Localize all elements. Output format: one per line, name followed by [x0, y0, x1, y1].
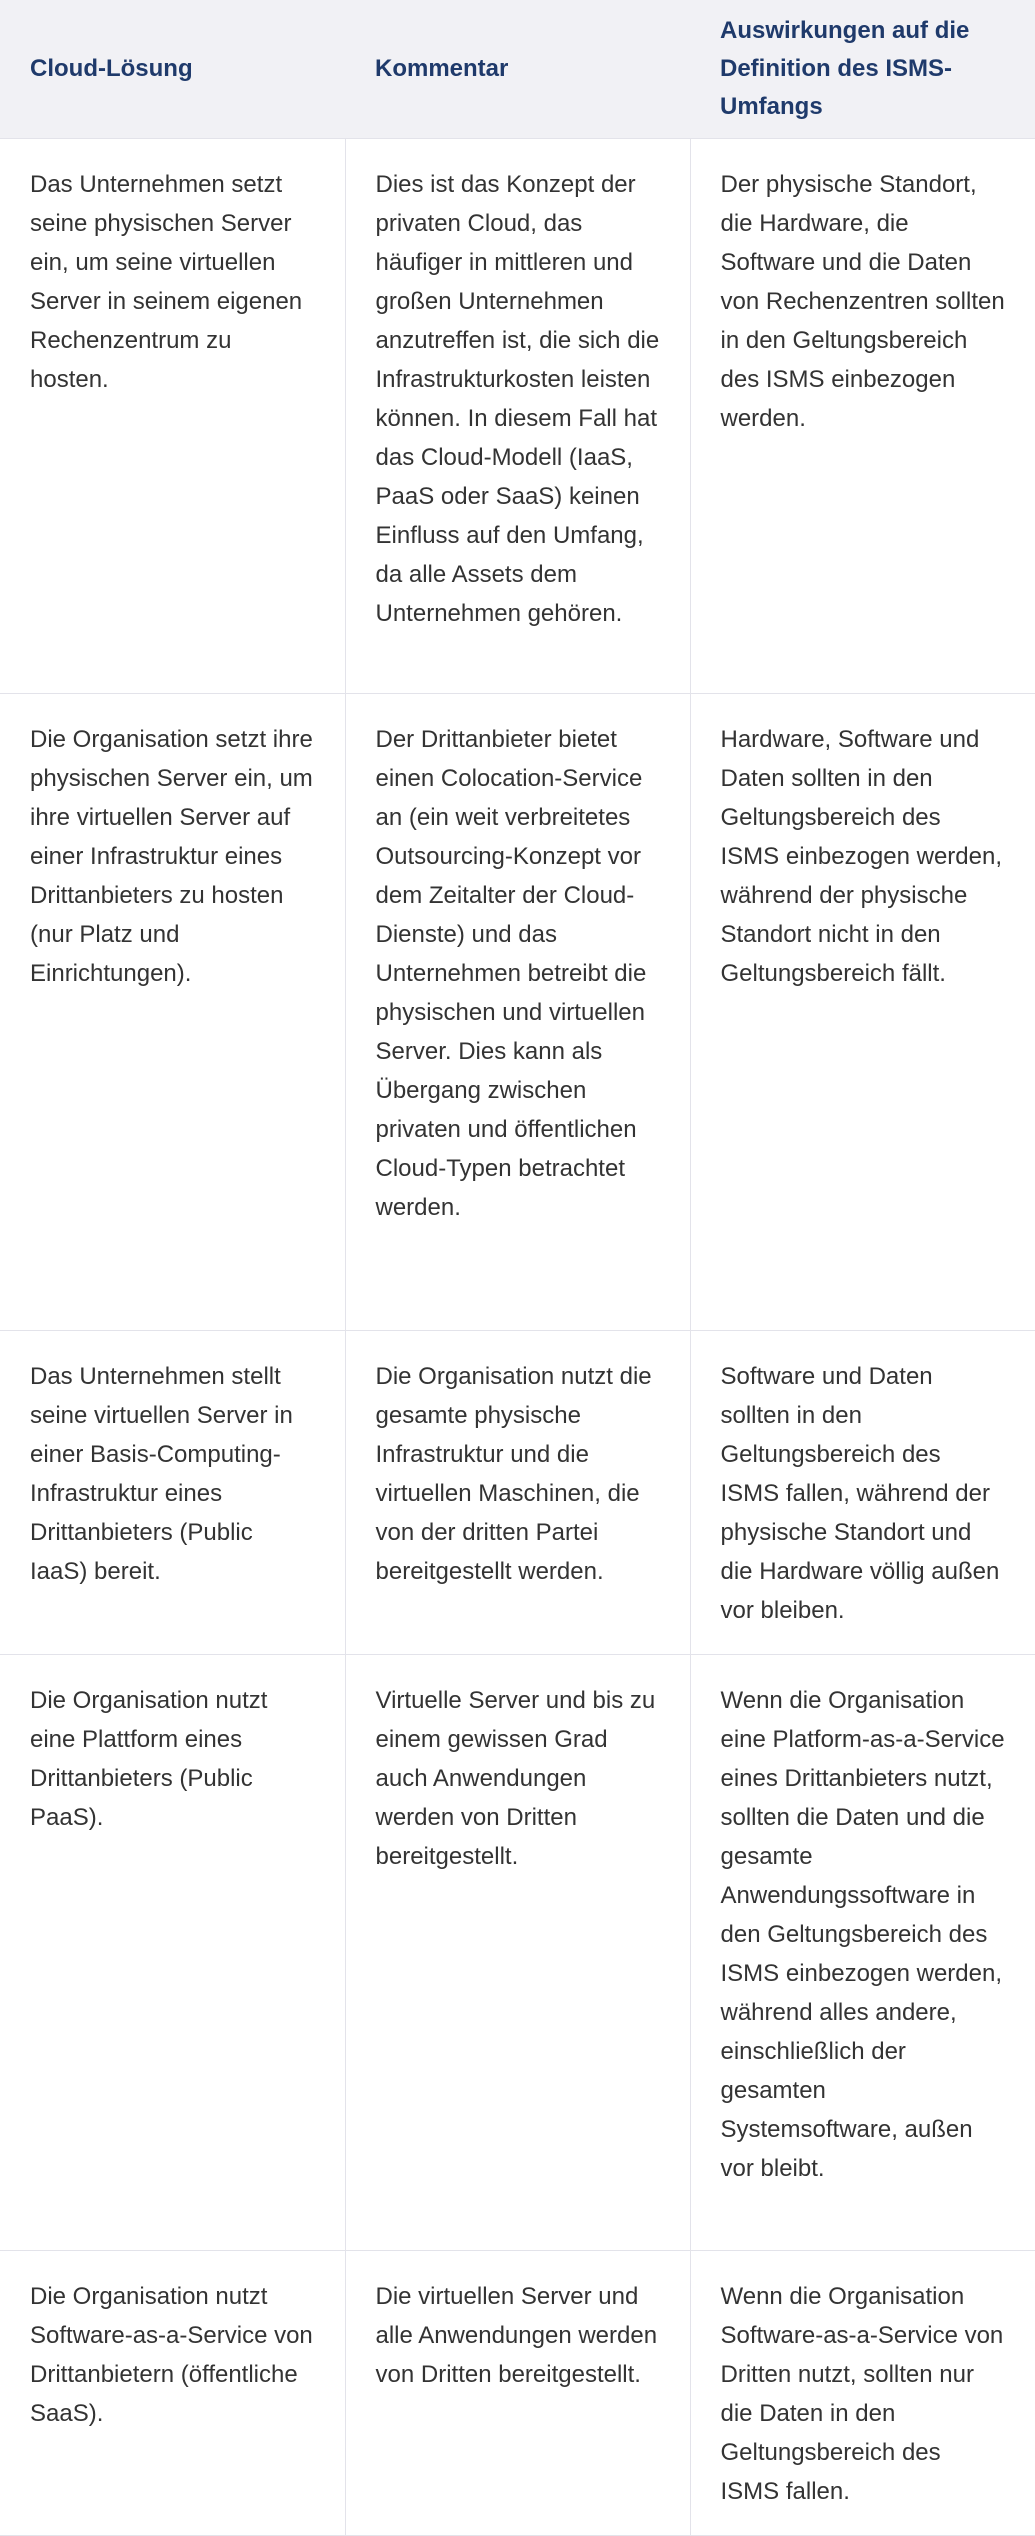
cell-impact: Software und Daten sollten in den Geltungsbereich des ISMS fallen, während der physische Standort und die Hardware völlig außen vor bleiben.: [690, 1331, 1035, 1655]
table-row: [0, 1655, 1035, 2251]
cell-comment: Virtuelle Server und bis zu einem gewissen Grad auch Anwendungen werden von Dritten bereitgestellt.: [345, 1655, 690, 2251]
table-header: [0, 0, 1035, 139]
cell-solution: Das Unternehmen setzt seine physischen Server ein, um seine virtuellen Server in seinem eigenen Rechenzentrum zu hosten.: [0, 139, 345, 694]
cell-comment: Der Drittanbieter bietet einen Colocation-Service an (ein weit verbreitetes Outsourcing-Konzept vor dem Zeitalter der Cloud-Dienste) und das Unternehmen betreibt die physischen und virtuellen Server. Dies kann als Übergang zwischen privaten und öffentlichen Cloud-Typen betrachtet werden.: [345, 694, 690, 1331]
cell-solution: Das Unternehmen stellt seine virtuellen Server in einer Basis-Computing-Infrastruktur eines Drittanbieters (Public IaaS) bereit.: [0, 1331, 345, 1655]
cell-solution: Die Organisation nutzt eine Plattform eines Drittanbieters (Public PaaS).: [0, 1655, 345, 2251]
table-row: [0, 2251, 1035, 2536]
cell-solution: Die Organisation setzt ihre physischen Server ein, um ihre virtuellen Server auf einer Infrastruktur eines Drittanbieters zu hosten (nur Platz und Einrichtungen).: [0, 694, 345, 1331]
table-row: [0, 1331, 1035, 1655]
header-cloud-solution: Cloud-Lösung: [0, 0, 345, 139]
table-body: [0, 139, 1035, 2536]
cell-comment: Dies ist das Konzept der privaten Cloud, das häufiger in mittleren und großen Unternehmen anzutreffen ist, die sich die Infrastrukturkosten leisten können. In diesem Fall hat das Cloud-Modell (IaaS, PaaS oder SaaS) keinen Einfluss auf den Umfang, da alle Assets dem Unternehmen gehören.: [345, 139, 690, 694]
cell-comment: Die Organisation nutzt die gesamte physische Infrastruktur und die virtuellen Maschinen, die von der dritten Partei bereitgestellt werden.: [345, 1331, 690, 1655]
table-row: [0, 139, 1035, 694]
header-row: [0, 0, 1035, 139]
cell-impact: Wenn die Organisation Software-as-a-Service von Dritten nutzt, sollten nur die Daten in den Geltungsbereich des ISMS fallen.: [690, 2251, 1035, 2536]
cell-solution: Die Organisation nutzt Software-as-a-Service von Drittanbietern (öffentliche SaaS).: [0, 2251, 345, 2536]
cell-impact: Wenn die Organisation eine Platform-as-a-Service eines Drittanbieters nutzt, sollten die Daten und die gesamte Anwendungssoftware in den Geltungsbereich des ISMS einbezogen werden, während alles andere, einschließlich der gesamten Systemsoftware, außen vor bleibt.: [690, 1655, 1035, 2251]
cell-impact: Der physische Standort, die Hardware, die Software und die Daten von Rechenzentren sollten in den Geltungsbereich des ISMS einbezogen werden.: [690, 139, 1035, 694]
header-comment: Kommentar: [345, 0, 690, 139]
cell-impact: Hardware, Software und Daten sollten in den Geltungsbereich des ISMS einbezogen werden, während der physische Standort nicht in den Geltungsbereich fällt.: [690, 694, 1035, 1331]
header-impact: Auswirkungen auf die Definition des ISMS-Umfangs: [690, 0, 1035, 139]
table-row: [0, 694, 1035, 1331]
cell-comment: Die virtuellen Server und alle Anwendungen werden von Dritten bereitgestellt.: [345, 2251, 690, 2536]
